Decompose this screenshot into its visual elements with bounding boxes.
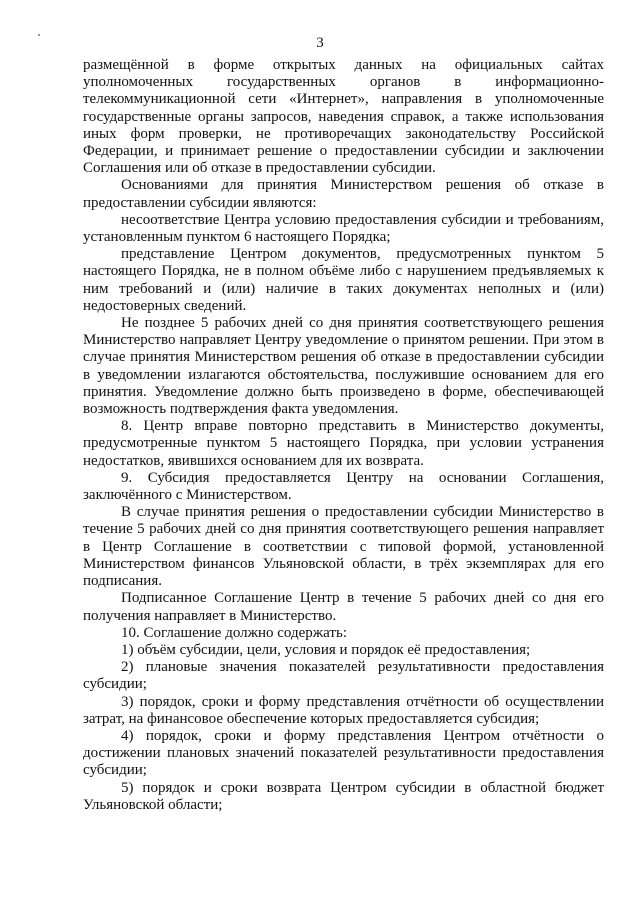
paragraph-notification: Не позднее 5 рабочих дней со дня принятия соответствующего решения Министерство направляет Центру уведомление о принятом решении. При этом в случае принятия Министерством решения об отказе в предоставлении субсидии в уведомлении излагаются обстоятельства, послужившие основанием для его принятия. Уведомление должно быть произведено в форме, обеспечивающей возможность подтверждения факта уведомления.	[83, 315, 604, 418]
paragraph-continuation: размещённой в форме открытых данных на официальных сайтах уполномоченных государственных органов в информационно-телекоммуникационной сети «Интернет», направления в уполномоченные государственные органы запросов, наведения справок, а также использования иных форм проверки, не противоречащих законодательству Российской Федерации, и принимает решение о предоставлении субсидии и заключении Соглашения или об отказе в предоставлении субсидии.	[83, 57, 604, 177]
document-body	[83, 57, 604, 814]
paragraph-agreement-sending: В случае принятия решения о предоставлении субсидии Министерство в течение 5 рабочих дней со дня принятия соответствующего решения направляет в Центр Соглашение в соответствии с типовой формой, установленной Министерством финансов Ульяновской области, в трёх экземплярах для его подписания.	[83, 504, 604, 590]
paragraph-refusal-grounds-intro: Основаниями для принятия Министерством решения об отказе в предоставлении субсидии являются:	[83, 177, 604, 211]
list-item-3: 3) порядок, сроки и форму представления отчётности об осуществлении затрат, на финансовое обеспечение которых предоставляется субсидия;	[83, 693, 604, 727]
list-item-2: 2) плановые значения показателей результативности предоставления субсидии;	[83, 659, 604, 693]
paragraph-refusal-ground-2: представление Центром документов, предусмотренных пунктом 5 настоящего Порядка, не в полном объёме либо с нарушением предъявляемых к ним требований и (или) наличие в таких документах неполных и (или) недостоверных сведений.	[83, 246, 604, 314]
list-item-4: 4) порядок, сроки и форму представления Центром отчётности о достижении плановых значений показателей результативности предоставления субсидии;	[83, 727, 604, 779]
page-number: 3	[316, 35, 324, 51]
paragraph-item-10: 10. Соглашение должно содержать:	[121, 624, 347, 641]
list-item-1: 1) объём субсидии, цели, условия и порядок её предоставления;	[121, 641, 531, 658]
list-item-5: 5) порядок и сроки возврата Центром субсидии в областной бюджет Ульяновской области;	[83, 779, 604, 813]
paragraph-item-9: 9. Субсидия предоставляется Центру на основании Соглашения, заключённого с Министерством.	[83, 469, 604, 504]
paragraph-signed-agreement: Подписанное Соглашение Центр в течение 5 рабочих дней со дня его получения направляет в Министерство.	[83, 590, 604, 624]
paragraph-item-8: 8. Центр вправе повторно представить в Министерство документы, предусмотренные пунктом 5 настоящего Порядка, при условии устранения недостатков, явившихся основанием для их возврата.	[83, 418, 604, 469]
paragraph-refusal-ground-1: несоответствие Центра условию предоставления субсидии и требованиям, установленным пунктом 6 настоящего Порядка;	[83, 211, 604, 246]
